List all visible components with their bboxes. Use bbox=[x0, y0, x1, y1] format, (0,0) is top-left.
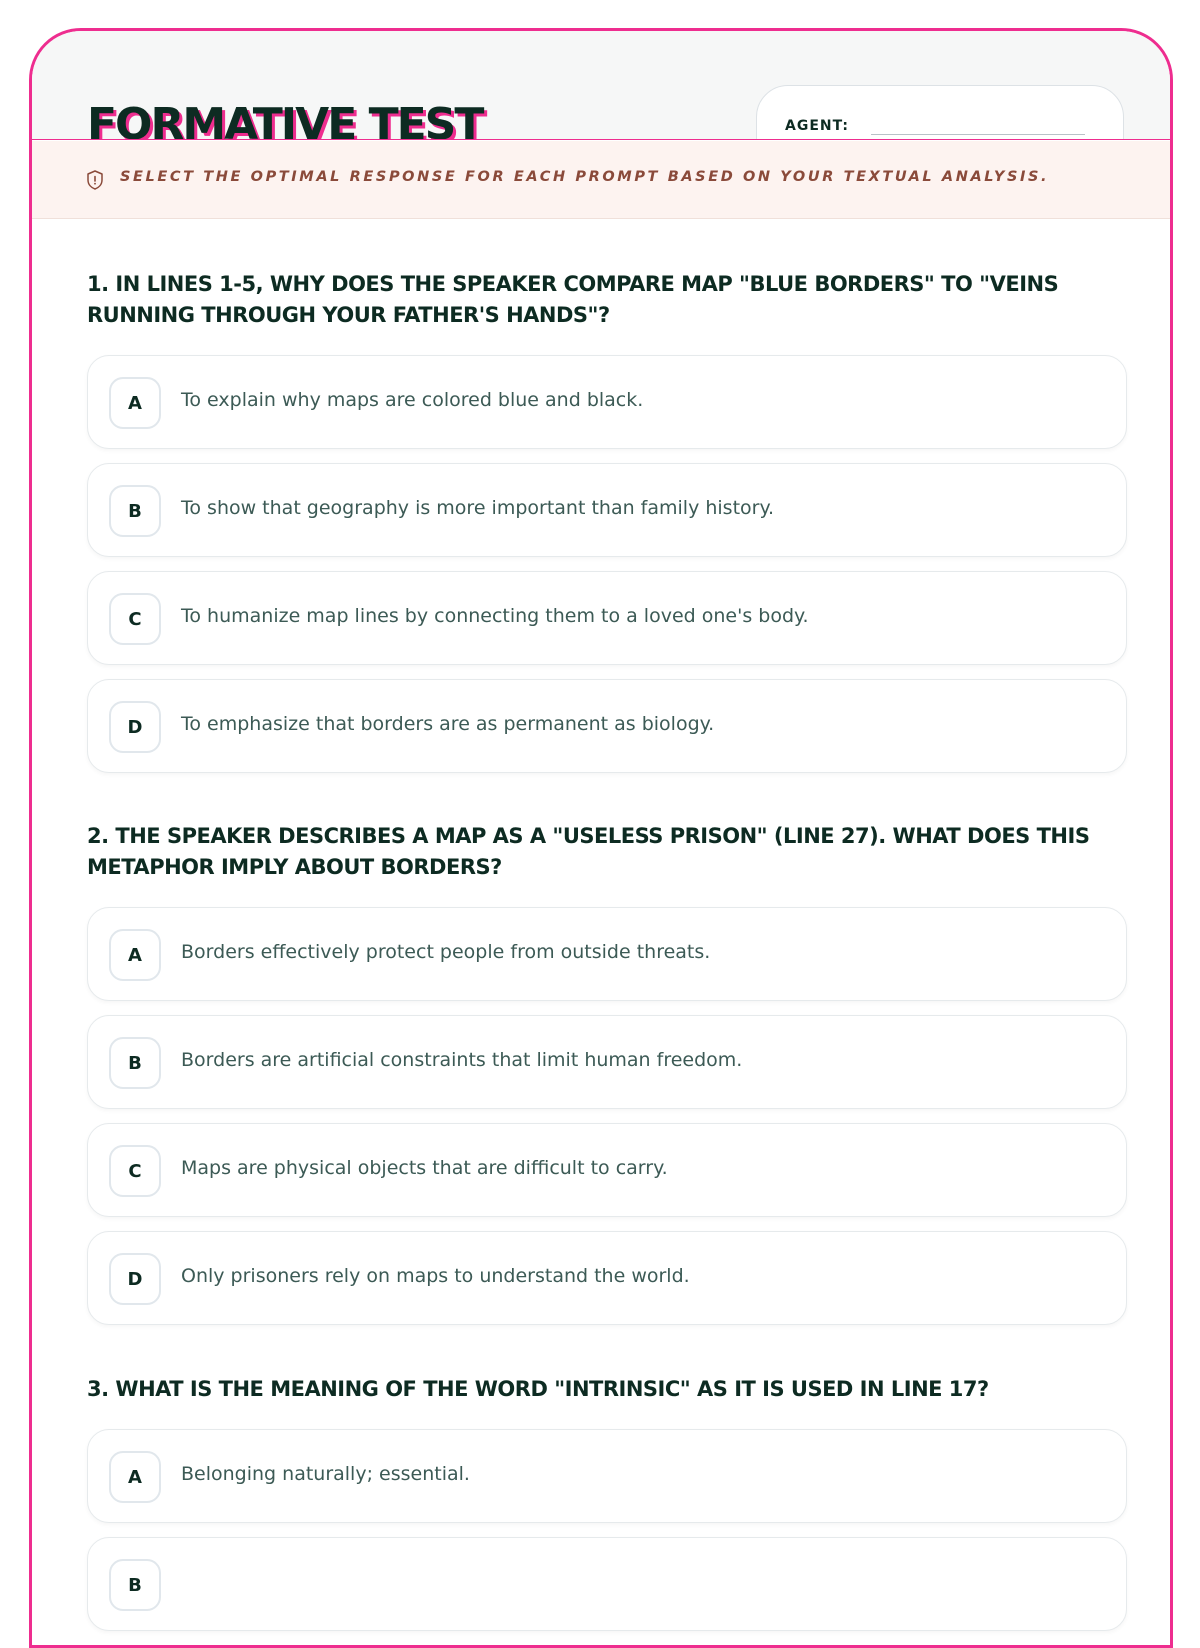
question-3 bbox=[87, 1374, 1127, 1645]
option-a[interactable] bbox=[87, 907, 1127, 1001]
instructions-banner bbox=[32, 141, 1170, 219]
agent-input-line[interactable] bbox=[871, 134, 1085, 135]
option-d[interactable] bbox=[87, 679, 1127, 773]
option-text: To humanize map lines by connecting them to a loved one's body. bbox=[181, 605, 809, 627]
option-b[interactable] bbox=[87, 1015, 1127, 1109]
option-text: To emphasize that borders are as permanent as biology. bbox=[181, 713, 715, 735]
option-letter: A bbox=[109, 929, 161, 981]
option-c[interactable] bbox=[87, 1123, 1127, 1217]
option-text: Only prisoners rely on maps to understand the world. bbox=[181, 1265, 690, 1287]
options-list bbox=[87, 1429, 1127, 1631]
option-b[interactable] bbox=[87, 1537, 1127, 1631]
option-letter: A bbox=[109, 377, 161, 429]
option-letter: D bbox=[109, 701, 161, 753]
option-text: Maps are physical objects that are difficult to carry. bbox=[181, 1157, 668, 1179]
option-letter: C bbox=[109, 1145, 161, 1197]
question-text: 2. THE SPEAKER DESCRIBES A MAP AS A "USELESS PRISON" (LINE 27). WHAT DOES THIS METAPHOR IMPLY ABOUT BORDERS? bbox=[87, 824, 1090, 879]
page-title: FORMATIVE TEST bbox=[87, 99, 483, 140]
option-letter: B bbox=[109, 485, 161, 537]
option-letter: D bbox=[109, 1253, 161, 1305]
agent-label: AGENT: bbox=[785, 118, 849, 134]
question-1 bbox=[87, 269, 1127, 787]
option-letter: C bbox=[109, 593, 161, 645]
question-text: 3. WHAT IS THE MEANING OF THE WORD "INTRINSIC" AS IT IS USED IN LINE 17? bbox=[87, 1377, 989, 1401]
option-text: Borders are artificial constraints that limit human freedom. bbox=[181, 1049, 743, 1071]
options-list bbox=[87, 907, 1127, 1325]
agent-field[interactable] bbox=[756, 85, 1124, 140]
question-2 bbox=[87, 821, 1127, 1339]
option-text: Belonging naturally; essential. bbox=[181, 1463, 470, 1485]
option-c[interactable] bbox=[87, 571, 1127, 665]
shield-icon bbox=[86, 170, 104, 190]
question-text: 1. IN LINES 1-5, WHY DOES THE SPEAKER COMPARE MAP "BLUE BORDERS" TO "VEINS RUNNING THROUGH YOUR FATHER'S HANDS"? bbox=[87, 272, 1059, 327]
option-letter: B bbox=[109, 1037, 161, 1089]
option-letter: B bbox=[109, 1559, 161, 1611]
option-a[interactable] bbox=[87, 355, 1127, 449]
test-header bbox=[32, 31, 1170, 140]
option-text: Borders effectively protect people from outside threats. bbox=[181, 941, 711, 963]
options-list bbox=[87, 355, 1127, 773]
option-d[interactable] bbox=[87, 1231, 1127, 1325]
option-a[interactable] bbox=[87, 1429, 1127, 1523]
option-b[interactable] bbox=[87, 463, 1127, 557]
option-text: To show that geography is more important than family history. bbox=[181, 497, 775, 519]
option-letter: A bbox=[109, 1451, 161, 1503]
instructions-text: SELECT THE OPTIMAL RESPONSE FOR EACH PROMPT BASED ON YOUR TEXTUAL ANALYSIS. bbox=[120, 169, 1050, 185]
option-text: To explain why maps are colored blue and black. bbox=[181, 389, 644, 411]
test-card bbox=[29, 28, 1173, 1648]
